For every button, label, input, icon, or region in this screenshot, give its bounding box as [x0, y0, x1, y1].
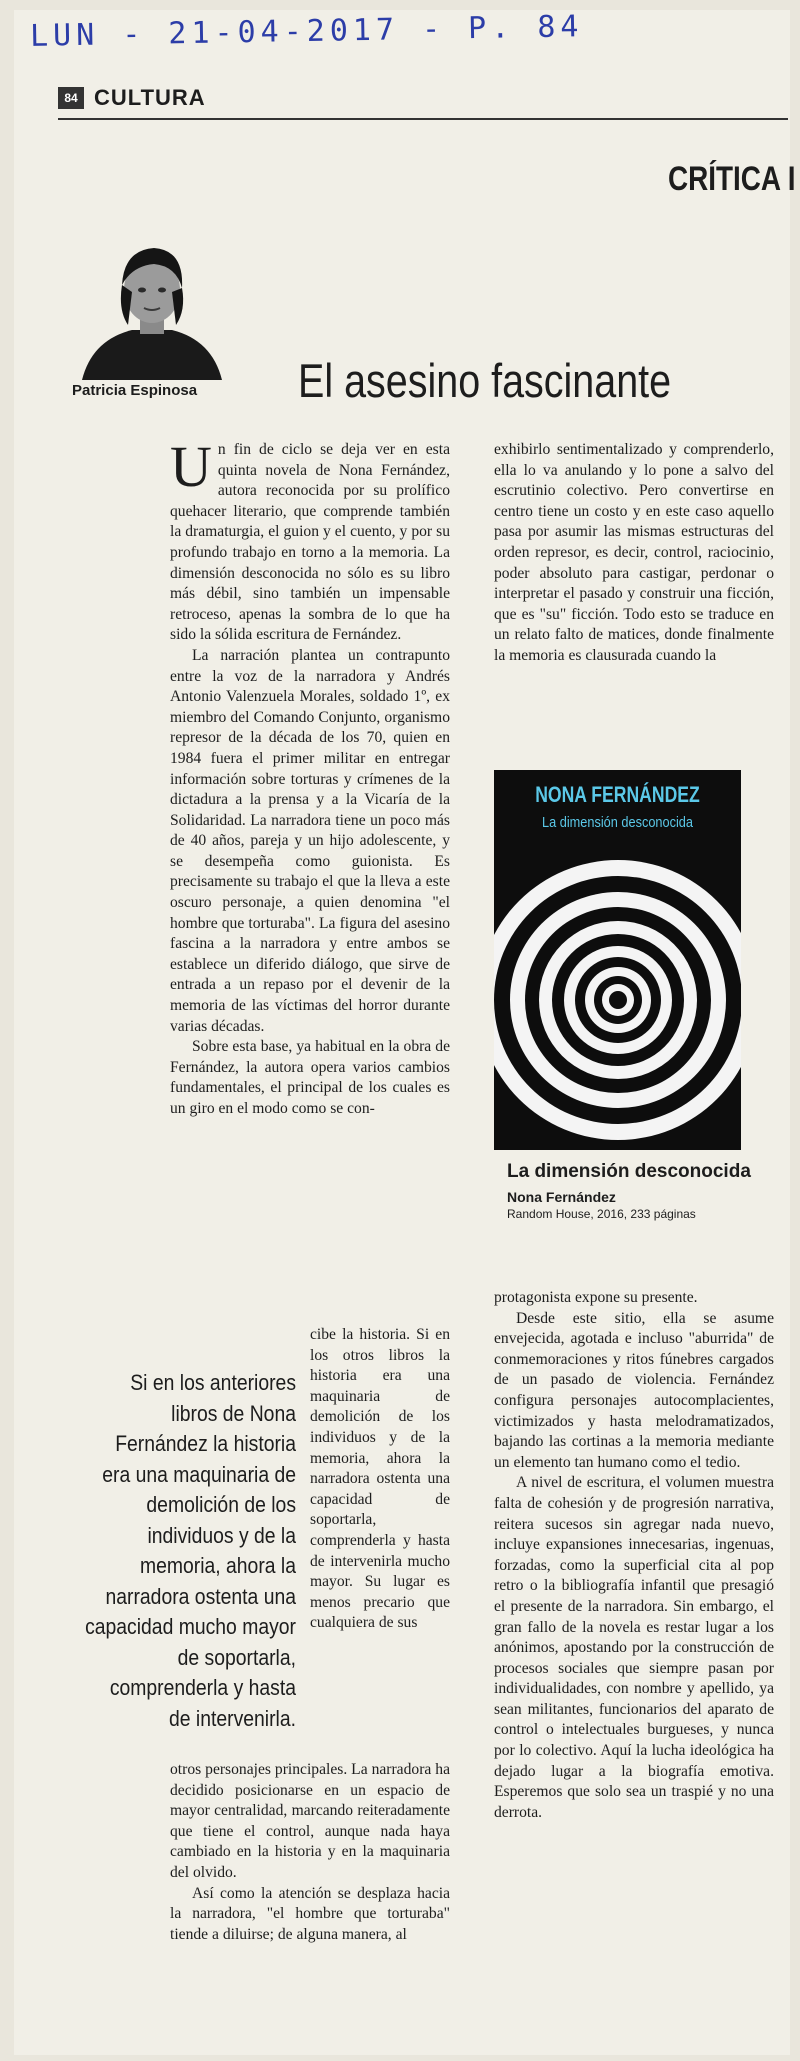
- paragraph: protagonista expone su presente.: [494, 1289, 698, 1306]
- article-column-1: [170, 434, 450, 1120]
- book-cover: [494, 770, 741, 1150]
- paragraph: exhibirlo sentimentalizado y comprenderlo, ella lo va anulando y lo pone a salvo del escrutinio colectivo. Pero convertirse en centro tiene un costo y en este caso aquello pasa por asumir las mismas estructuras del orden represor, es decir, control, raciocinio, poder absoluto para castigar, perdonar o interpretar el pasado y construir una ficción, que es "su" ficción. Todo esto se traduce en un relato falto de matices, donde finalmente la memoria es clausurada cuando la: [494, 441, 774, 664]
- headline: El asesino fascinante: [298, 354, 672, 407]
- cover-title: La dimensión desconocida: [542, 814, 693, 831]
- dropcap: U: [170, 434, 212, 499]
- book-author: Nona Fernández: [507, 1189, 616, 1205]
- paragraph: Un fin de ciclo se deja ver en esta quinta novela de Nona Fernández, autora reconocida por su prolífico quehacer literario, que comprende también la dramaturgia, el guion y el cuento, y por su profundo trabajo en torno a la memoria. La dimensión desconocida no sólo es su libro más débil, sino también un impensable retroceso, apenas la sombra de lo que ha sido la sólida escritura de Fernández.: [170, 434, 450, 644]
- spiral-illustration: [494, 850, 741, 1150]
- byline: Patricia Espinosa: [72, 382, 198, 399]
- paragraph: Así como la atención se desplaza hacia la narradora, "el hombre que torturaba" tiende a diluirse; de alguna manera, al: [170, 1884, 450, 1943]
- article-column-2-lower: [494, 1288, 774, 1823]
- handwritten-date-note: LUN - 21-04-2017 - P. 84: [29, 9, 584, 54]
- paragraph: Sobre esta base, ya habitual en la obra de Fernández, la autora opera varios cambios fundamentales, el principal de los cuales es un giro en el modo como se con-: [170, 1038, 450, 1117]
- article-column-1-narrow: [310, 1325, 450, 1634]
- paragraph: cibe la historia. Si en los otros libros la historia era una maquinaria de demolición de los individuos y de la memoria, ahora la narradora ostenta una capacidad de soportarla, comprenderla y hasta de intervenirla mucho mayor. Su lugar es menos precario que cualquiera de sus: [310, 1326, 450, 1632]
- cover-author: NONA FERNÁNDEZ: [535, 782, 700, 807]
- section-rule: [58, 118, 788, 120]
- author-photo: [72, 230, 232, 380]
- book-title: La dimensión desconocida: [507, 1161, 751, 1182]
- section-header: [58, 85, 206, 111]
- paragraph: A nivel de escritura, el volumen muestra falta de cohesión y de progresión narrativa, reitera sucesos sin agregar nada nuevo, incluye expansiones innecesarias, ingenuas, forzadas, como la superficial cita al pop retro o la bibliografía infantil que presagió el presente de la narradora. Sin embargo, el gran fallo de la novela es restar lugar a los anónimos, apostando por la construcción de procesos sociales que siempre pasan por individualidades, con nombre y apellido, ya sean militantes, funcionarios del aparato de control o intelectuales burgueses, y nunca por lo colectivo. Aquí la lucha ideológica ha dejado lugar a la biografía emotiva. Esperemos que solo sea un traspié y no una derrota.: [494, 1474, 774, 1821]
- pull-quote: Si en los anteriores libros de Nona Fernández la historia era una maquinaria de demolición de los individuos y de la memoria, ahora la narradora ostenta una capacidad mucho mayor de soportarla, comprenderla y hasta de intervenirla.: [85, 1370, 296, 1731]
- article-column-1-end: [170, 1760, 450, 1945]
- section-label: CULTURA: [94, 85, 206, 110]
- kicker-label: CRÍTICA I: [668, 160, 796, 198]
- book-caption: [507, 1160, 767, 1221]
- paragraph: Desde este sitio, ella se asume envejecida, agotada e incluso "aburrida" de conmemoraciones y ritos fúnebres cargados de un pasado de violencia. Fernández configura personajes autocomplacientes, victimizados y hasta melodramatizados, bajando las cortinas a la memoria mediante un elemento tan humano como el tedio.: [494, 1309, 774, 1471]
- page-number: 84: [58, 87, 84, 109]
- paragraph: otros personajes principales. La narradora ha decidido posicionarse en un espacio de mayor centralidad, marcando reiteradamente que tiene el control, aunque nada haya cambiado en la historia y en la maquinaria del olvido.: [170, 1761, 450, 1881]
- article-column-2: [494, 440, 774, 667]
- book-details: Random House, 2016, 233 páginas: [507, 1207, 696, 1221]
- paragraph: La narración plantea un contrapunto entre la voz de la narradora y Andrés Antonio Valenzuela Morales, soldado 1º, ex miembro del Comando Conjunto, organismo represor de la década de los 70, quien en 1984 fuera el primer militar en entregar información sobre torturas y crímenes de la dictadura a la prensa y a la Vicaría de la Solidaridad. La narradora tiene un poco más de 40 años, pareja y un hijo adolescente, y se desempeña como guionista. Es precisamente su trabajo el que la lleva a este oscuro personaje, a quien denomina "el hombre que torturaba". La figura del asesino fascina a la narradora y entre ambos se establece un diferido diálogo, que sirve de entrada a un repaso por el devenir de la memoria de las víctimas del horror durante varias décadas.: [170, 646, 450, 1035]
